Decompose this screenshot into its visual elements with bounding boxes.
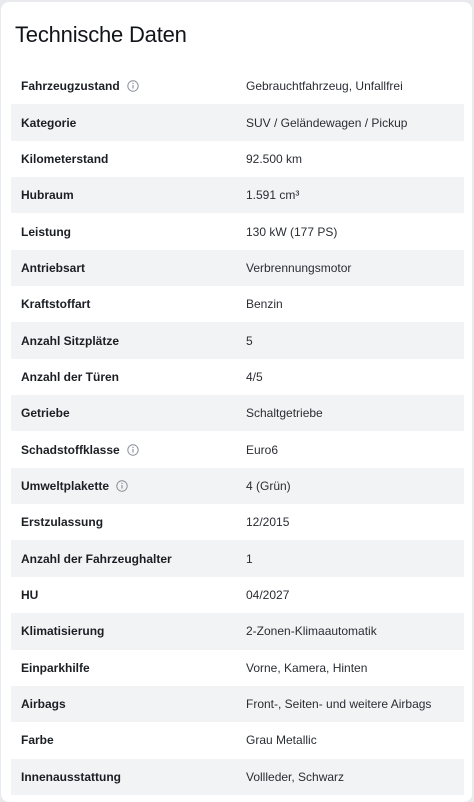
spec-label	[21, 79, 139, 93]
spec-label	[21, 733, 54, 747]
section-title: Technische Daten	[15, 22, 187, 47]
spec-label	[21, 515, 103, 529]
spec-row	[11, 104, 464, 140]
spec-label-text: Airbags	[21, 697, 66, 712]
spec-value: 1	[246, 551, 253, 566]
spec-label	[21, 188, 74, 202]
spec-label-text: Klimatisierung	[21, 624, 105, 639]
spec-value: 130 kW (177 PS)	[246, 224, 338, 239]
spec-value: 92.500 km	[246, 151, 303, 166]
spec-label	[21, 152, 108, 166]
spec-value: 1.591 cm³	[246, 188, 300, 203]
spec-label-text: Anzahl der Türen	[21, 369, 120, 384]
spec-label-text: Umweltplakette	[21, 478, 110, 493]
spec-label	[21, 770, 121, 784]
spec-row	[11, 431, 464, 467]
info-icon[interactable]	[127, 80, 139, 92]
spec-value: 2-Zonen-Klimaautomatik	[246, 624, 377, 639]
spec-label	[21, 116, 76, 130]
spec-label-text: Farbe	[21, 733, 54, 748]
spec-label	[21, 297, 90, 311]
spec-label	[21, 406, 70, 420]
spec-row	[11, 250, 464, 286]
spec-value: Benzin	[246, 297, 283, 312]
spec-label-text: HU	[21, 587, 39, 602]
spec-label-text: Getriebe	[21, 406, 70, 421]
spec-value: Schaltgetriebe	[246, 406, 323, 421]
spec-row	[11, 759, 464, 795]
spec-label	[21, 225, 71, 239]
spec-row	[11, 68, 464, 104]
spec-value: Grau Metallic	[246, 733, 317, 748]
spec-label-text: Einparkhilfe	[21, 660, 90, 675]
spec-value: 5	[246, 333, 253, 348]
spec-label-text: Kraftstoffart	[21, 297, 91, 312]
spec-label	[21, 588, 38, 602]
spec-label-text: Hubraum	[21, 188, 74, 203]
spec-label-text: Antriebsart	[21, 260, 86, 275]
spec-row	[11, 686, 464, 722]
spec-label	[21, 443, 139, 457]
spec-value: SUV / Geländewagen / Pickup	[246, 115, 408, 130]
spec-label	[21, 261, 85, 275]
spec-label	[21, 370, 119, 384]
spec-row	[11, 286, 464, 322]
technical-data-card	[1, 2, 472, 802]
spec-row	[11, 540, 464, 576]
spec-row	[11, 213, 464, 249]
spec-label-text: Kilometerstand	[21, 151, 109, 166]
info-icon[interactable]	[116, 480, 128, 492]
spec-value: Vollleder, Schwarz	[246, 769, 345, 784]
spec-label	[21, 334, 119, 348]
spec-row	[11, 577, 464, 613]
spec-label-text: Kategorie	[21, 115, 77, 130]
spec-label-text: Schadstoffklasse	[21, 442, 120, 457]
spec-value: 12/2015	[246, 515, 290, 530]
spec-row	[11, 177, 464, 213]
spec-label	[21, 624, 104, 638]
spec-value: 4 (Grün)	[246, 478, 291, 493]
spec-label	[21, 552, 172, 566]
spec-value: Front-, Seiten- und weitere Airbags	[246, 697, 432, 712]
spec-value: Verbrennungsmotor	[246, 260, 352, 275]
spec-row	[11, 613, 464, 649]
spec-label	[21, 697, 66, 711]
spec-label-text: Innenausstattung	[21, 769, 122, 784]
spec-value: Gebrauchtfahrzeug, Unfallfrei	[246, 79, 403, 94]
spec-label-text: Fahrzeugzustand	[21, 79, 120, 94]
spec-value: 04/2027	[246, 587, 290, 602]
spec-row	[11, 322, 464, 358]
spec-row	[11, 504, 464, 540]
technical-data-table	[11, 68, 464, 795]
spec-row	[11, 141, 464, 177]
spec-label-text: Leistung	[21, 224, 71, 239]
spec-row	[11, 395, 464, 431]
spec-row	[11, 722, 464, 758]
spec-value: Euro6	[246, 442, 279, 457]
spec-label	[21, 661, 90, 675]
spec-label	[21, 479, 128, 493]
spec-label-text: Anzahl der Fahrzeughalter	[21, 551, 172, 566]
spec-row	[11, 359, 464, 395]
spec-label-text: Erstzulassung	[21, 515, 104, 530]
spec-row	[11, 650, 464, 686]
spec-value: Vorne, Kamera, Hinten	[246, 660, 368, 675]
spec-label-text: Anzahl Sitzplätze	[21, 333, 120, 348]
info-icon[interactable]	[127, 444, 139, 456]
spec-value: 4/5	[246, 369, 263, 384]
spec-row	[11, 468, 464, 504]
